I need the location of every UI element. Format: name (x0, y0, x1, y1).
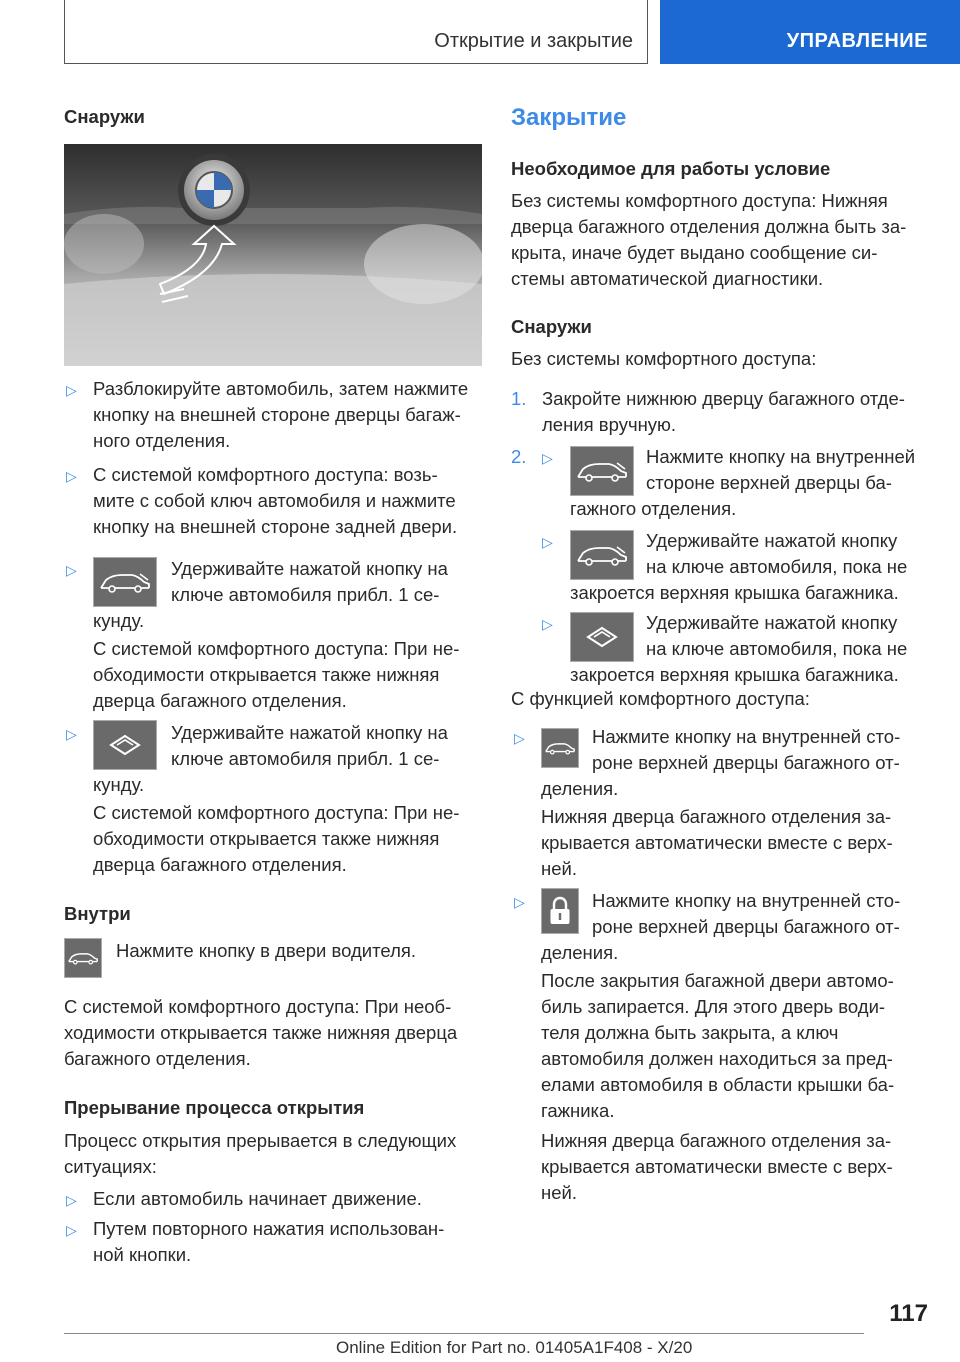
diamond-key-icon (105, 733, 145, 757)
bullet-marker: ▷ (542, 450, 553, 466)
comfort-b2-note2-line2: крывается автоматически вместе с верх- (541, 1156, 893, 1177)
key-button-icon-box (93, 720, 157, 770)
bullet-marker: ▷ (66, 726, 77, 742)
step2-b2-line1: Удерживайте нажатой кнопку (646, 530, 898, 551)
bullet4-line2: ключе автомобиля прибл. 1 се- (171, 748, 440, 769)
step1-line2: ления вручную. (542, 414, 677, 435)
step2-b2-line2: на ключе автомобиля, пока не (646, 556, 908, 577)
step2-b3-line2: на ключе автомобиля, пока не (646, 638, 908, 659)
driver-door-button-icon-box (64, 938, 102, 978)
comfort-b2-line2: роне верхней дверцы багажного от- (592, 916, 900, 937)
bullet-marker: ▷ (66, 562, 77, 578)
bullet4-note-line3: дверца багажного отделения. (93, 854, 347, 875)
step2-b3-line1: Удерживайте нажатой кнопку (646, 612, 898, 633)
comfort-b1-note-line1: Нижняя дверца багажного отделения за- (541, 806, 892, 827)
comfort-b1-line1: Нажмите кнопку на внутренней сто- (592, 726, 901, 747)
comfort-b2-note-line6: гажника. (541, 1100, 615, 1121)
step2-b1-line1: Нажмите кнопку на внутренней (646, 446, 916, 467)
inside-text: Нажмите кнопку в двери водителя. (116, 940, 417, 961)
header-chapter-tab[interactable] (660, 0, 960, 64)
comfort-b2-note2-line3: ней. (541, 1182, 577, 1203)
bullet3-note-line2: обходимости открывается также нижняя (93, 664, 440, 685)
step2-b1-line2: стороне верхней дверцы ба- (646, 472, 892, 493)
bullet1-line3: ного отделения. (93, 430, 231, 451)
key-button-icon-box (570, 612, 634, 662)
bullet1-line2: кнопку на внешней стороне дверцы багаж- (93, 404, 461, 425)
bullet-marker: ▷ (542, 616, 553, 632)
tailgate-photo (64, 144, 482, 366)
trunk-button-icon-box (570, 446, 634, 496)
prereq-line1: Без системы комфортного доступа: Нижняя (511, 190, 888, 211)
header-chapter-title: УПРАВЛЕНИЕ (786, 30, 928, 52)
bullet-marker: ▷ (542, 534, 553, 550)
trunk-car-icon (575, 543, 629, 567)
bullet4-line3: кунду. (93, 774, 145, 795)
heading-outside-left: Снаружи (64, 106, 145, 127)
footer-divider (64, 1333, 864, 1334)
comfort-b1-note-line2: крывается автоматически вместе с верх- (541, 832, 893, 853)
prereq-line4: стемы автоматической диагностики. (511, 268, 824, 289)
interrupt-text-line1: Процесс открытия прерывается в следующих (64, 1130, 457, 1151)
trunk-car-icon (98, 570, 152, 594)
step2-b3-line3: закроется верхняя крышка багажника. (570, 664, 899, 685)
lock-button-icon-box (541, 888, 579, 934)
heading-close: Закрытие (511, 104, 627, 131)
comfort-b2-line3: деления. (541, 942, 619, 963)
heading-prereq: Необходимое для работы условие (511, 158, 831, 179)
bullet4-line1: Удерживайте нажатой кнопку на (171, 722, 448, 743)
bullet3-line1: Удерживайте нажатой кнопку на (171, 558, 448, 579)
comfort-b2-line1: Нажмите кнопку на внутренней сто- (592, 890, 901, 911)
bullet3-line2: ключе автомобиля прибл. 1 се- (171, 584, 440, 605)
interrupt-bullet2-line2: ной кнопки. (93, 1244, 192, 1265)
trunk-button-icon-box (93, 557, 157, 607)
comfort-b2-note-line1: После закрытия багажной двери автомо- (541, 970, 894, 991)
step2-number: 2. (511, 446, 527, 467)
inside-note-line3: багажного отделения. (64, 1048, 251, 1069)
bullet2-line3: кнопку на внешней стороне задней двери. (93, 516, 458, 537)
bullet4-note-line1: С системой комфортного доступа: При не- (93, 802, 460, 823)
bullet-marker: ▷ (514, 730, 525, 746)
bullet-marker: ▷ (66, 1222, 77, 1238)
comfort-b2-note-line2: биль запирается. Для этого дверь води- (541, 996, 886, 1017)
trunk-car-icon (67, 950, 99, 966)
no-comfort-text: Без системы комфортного доступа: (511, 348, 817, 369)
interrupt-text-line2: ситуациях: (64, 1156, 157, 1177)
page-number: 117 (889, 1300, 928, 1327)
interrupt-bullet2-line1: Путем повторного нажатия использован- (93, 1218, 445, 1239)
comfort-b1-line3: деления. (541, 778, 619, 799)
bullet2-line2: мите с собой ключ автомобиля и нажмите (93, 490, 456, 511)
bullet-marker: ▷ (514, 894, 525, 910)
step2-b2-line3: закроется верхняя крышка багажника. (570, 582, 899, 603)
trunk-button-icon-box (570, 530, 634, 580)
heading-inside: Внутри (64, 903, 131, 924)
inside-note-line1: С системой комфортного доступа: При необ- (64, 996, 452, 1017)
prereq-line3: крыта, иначе будет выдано сообщение си- (511, 242, 878, 263)
heading-interrupt: Прерывание процесса открытия (64, 1097, 365, 1118)
diamond-key-icon (582, 625, 622, 649)
step1-number: 1. (511, 388, 527, 409)
bullet-marker: ▷ (66, 468, 77, 484)
inside-note-line2: ходимости открывается также нижняя дверца (64, 1022, 458, 1043)
trunk-car-icon (575, 459, 629, 483)
trunk-car-icon (544, 740, 576, 756)
bullet3-note-line1: С системой комфортного доступа: При не- (93, 638, 460, 659)
bullet2-line1: С системой комфортного доступа: возь- (93, 464, 438, 485)
bullet-marker: ▷ (66, 382, 77, 398)
comfort-b2-note-line4: автомобиля должен находиться за пред- (541, 1048, 893, 1069)
interrupt-bullet1: Если автомобиль начинает движение. (93, 1188, 422, 1209)
comfort-b1-note-line3: ней. (541, 858, 577, 879)
bullet4-note-line2: обходимости открывается также нижняя (93, 828, 440, 849)
footer-edition: Online Edition for Part no. 01405A1F408 - X/20 (336, 1338, 693, 1357)
comfort-b2-note-line3: теля должна быть закрыта, а ключ (541, 1022, 839, 1043)
bullet-marker: ▷ (66, 1192, 77, 1208)
bullet1-line1: Разблокируйте автомобиль, затем нажмите (93, 378, 469, 399)
bullet3-note-line3: дверца багажного отделения. (93, 690, 347, 711)
comfort-b1-line2: роне верхней дверцы багажного от- (592, 752, 900, 773)
bullet3-line3: кунду. (93, 610, 145, 631)
trunk-button-icon-box (541, 728, 579, 768)
comfort-b2-note2-line1: Нижняя дверца багажного отделения за- (541, 1130, 892, 1151)
header-section-title: Открытие и закрытие (434, 30, 633, 52)
step2-b1-line3: гажного отделения. (570, 498, 737, 519)
lock-icon (548, 896, 572, 926)
step1-line1: Закройте нижнюю дверцу багажного отде- (542, 388, 905, 409)
heading-outside-right: Снаружи (511, 316, 592, 337)
with-comfort-text: С функцией комфортного доступа: (511, 688, 810, 709)
comfort-b2-note-line5: елами автомобиля в области крышки ба- (541, 1074, 895, 1095)
prereq-line2: дверца багажного отделения должна быть за- (511, 216, 907, 237)
header-section-box (64, 0, 648, 64)
